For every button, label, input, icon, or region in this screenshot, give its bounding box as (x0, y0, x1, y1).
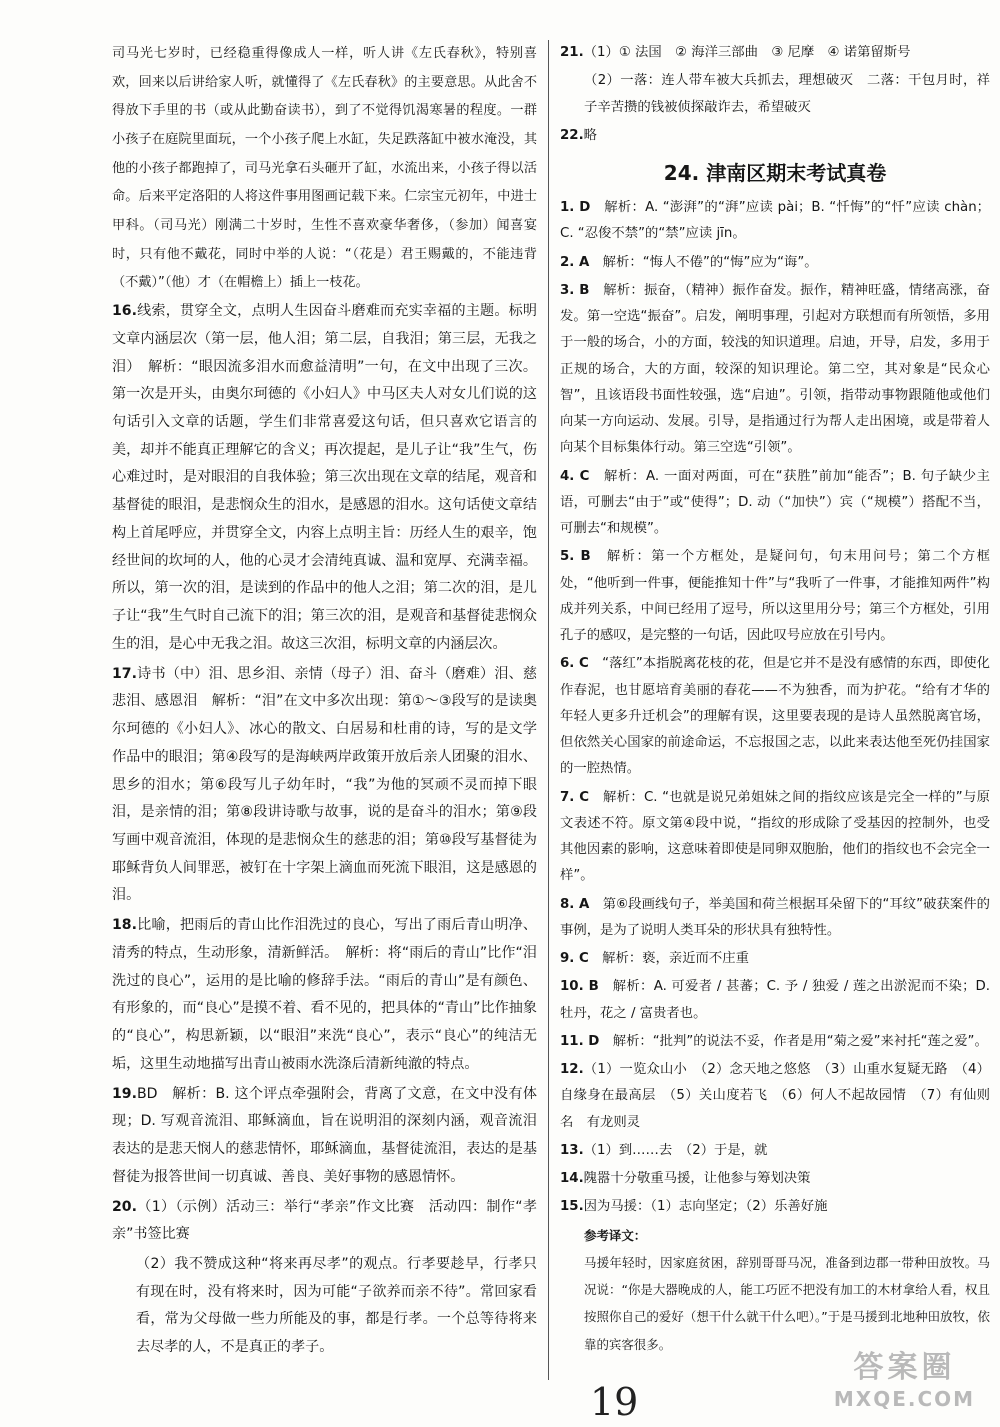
question-number: 1. D (560, 200, 591, 215)
translation-continuation: 司马光七岁时，已经稳重得像成人一样，听人讲《左氏春秋》，特别喜欢，回来以后讲给家人听，就懂得了《左氏春秋》的主要意思。从此舍不得放下手里的书（或从此勤奋读书），到了不觉得饥渴寒暑的程度。一群小孩子在庭院里面玩，一个小孩子爬上水缸，失足跌落缸中被水淹没，其他的小孩子都跑掉了，司马光拿石头砸开了缸，水流出来，小孩子得以活命。后来平定洛阳的人将这件事用图画记载下来。仁宗宝元初年，中进士甲科。（司马光）刚满二十岁时，生性不喜欢豪华奢侈，（参加）闻喜宴时，只有他不戴花，同时中举的人说：“（花是）君王赐戴的，不能违背（不戴）”（他）才（在帽檐上）插上一枝花。 (112, 46, 537, 291)
answer-text: 解析：A. 可爱者 / 甚蕃；C. 予 / 独爱 / 莲之出淤泥而不染；D. 牡丹，花之 / 富贵者也。 (560, 979, 990, 1021)
column-divider (548, 40, 549, 1380)
question-number: 21. (560, 45, 584, 60)
left-answer-item (112, 1251, 537, 1362)
question-number: 13. (560, 1142, 584, 1158)
section-title: 24. 津南区期末考试真卷 (663, 161, 887, 185)
question-number: 7. C (560, 789, 590, 805)
answer-text: 解析：C. “也就是说兄弟姐妹之间的指纹应该是完全一样的”与原文表述不符。原文第④段中说，“指纹的形成除了受基因的控制外，也受其他因素的影响，这意味着即使是同卵双胞胎，他们的指纹也不会完全一样”。 (560, 789, 990, 884)
answer-text: “落红”本指脱离花枝的花，但是它并不是没有感情的东西，即使化作春泥，也甘愿培育美丽的春花——不为独香，而为护花。“给有才华的年轻人更多升迁机会”的理解有误，这里要表现的是诗人虽然脱离官场，但依然关心国家的前途命运，不忘报国之志，以此来表达他至死仍挂国家的一腔热情。 (560, 656, 991, 777)
reference-translation-title: 参考译文： (584, 1227, 647, 1243)
answer-text: 比喻，把雨后的青山比作泪洗过的良心，写出了雨后青山明净、清秀的特点，生动形象，清新鲜活。 解析：将“雨后的青山”比作“泪洗过的良心”，运用的是比喻的修辞手法。“雨后的青山”是有颜色、有形象的，而“良心”是摸不着、看不见的，把具体的“青山”比作抽象的“良心”，构思新颖，以“眼泪”来洗“良心”，表示“良心”的纯洁无垢，这里生动地描写出青山被雨水洗涤后清新纯澈的特点。 (112, 917, 537, 1072)
right-answer-item (560, 651, 990, 782)
answer-text: 隗嚣十分敬重马援，让他参与筹划决策 (583, 1171, 811, 1186)
watermark-logo (817, 1349, 992, 1419)
left-answer-item (112, 661, 537, 911)
answer-text: 解析：第一个方框处，是疑问句，句末用问号；第二个方框处，“他听到一件事，便能推知十件”与“我听了一件事，才能推知两件”构成并列关系，中间已经用了逗号，所以这里用分号；第三个方框处，引用孔子的感叹，是完整的一句话，因此叹号应放在引号内。 (560, 549, 990, 643)
answer-text: 解析：“批判”的说法不妥，作者是用“菊之爱”来衬托“莲之爱”。 (599, 1033, 988, 1049)
watermark-text-top: 答案圈 (853, 1350, 956, 1385)
left-answer-item (112, 298, 537, 659)
right-answer-top-item (560, 68, 990, 121)
question-number: 12. (560, 1062, 584, 1077)
answer-text: 解析：A. “澎湃”的“湃”应读 pài；B. “忏悔”的“忏”应读 chàn；C. “忍俊不禁”的“禁”应读 jīn。 (560, 200, 991, 242)
right-answer-item (560, 1166, 990, 1192)
right-answer-item (560, 1029, 990, 1055)
answer-text: 略 (583, 127, 597, 143)
answer-text: 解析：A. 一面对两面，可在“获胜”前加“能否”；B. 句子缺少主语，可删去“由于”或“使得”；D. 动（“加快”）宾（“规模”）搭配不当，可删去“和规模”。 (560, 468, 991, 536)
answer-text: 解析：振奋，（精神）振作奋发。振作，精神旺盛，情绪高涨，奋发。第一空选“振奋”。启发，阐明事理，引起对方联想而有所领悟，多用于一般的场合，小的方面，较浅的知识道理。启迪，开导，启发，多用于正规的场合，大的方面，较深的知识理论。第二空，其对象是“民众心智”，且该语段书面性较强，选“启迪”。引领，指带动事物跟随他或他们向某一方向运动、发展。引导，是指通过行为帮人走出困境，或是带着人向某个目标集体行动。第三空选“引领”。 (560, 282, 991, 456)
left-answer-list (112, 298, 537, 1362)
question-number: 22. (560, 127, 584, 143)
right-answer-item (560, 1194, 990, 1220)
answer-text: （2）我不赞成这种“将来再尽孝”的观点。行孝要趁早，行孝只有现在时，没有将来时，因为可能“子欲养而亲不待”。常回家看看，常为父母做一些力所能及的事，都是行孝。一个总等待将来去尽孝的人，不是真正的孝子。 (136, 1256, 537, 1356)
right-answer-item (560, 1138, 990, 1164)
right-answer-top-item (560, 123, 990, 149)
reference-translation-text: 马援年轻时，因家庭贫困，辞别哥哥马况，准备到边郡一带种田放牧。马况说：“你是大器晚成的人，能工巧匠不把没有加工的木材拿给人看，权且按照你自己的爱好（想干什么就干什么吧）。”于是马援到北地种田放牧，依靠的宾客很多。 (584, 1255, 990, 1352)
right-answer-item (560, 464, 990, 543)
question-number: 3. B (560, 282, 590, 298)
watermark-text-bottom: MXQE.COM (833, 1387, 976, 1411)
right-answer-item (560, 278, 990, 462)
right-column (560, 40, 990, 1358)
answer-text: （1）（示例）活动三：举行“孝亲”作文比赛 活动四：制作“孝亲”书签比赛 (112, 1198, 537, 1243)
question-number: 18. (112, 917, 137, 934)
right-answer-list-top (560, 40, 990, 149)
answer-text: （1）到……去 （2）于是，就 (583, 1142, 768, 1158)
question-number: 11. D (560, 1033, 600, 1049)
left-answer-item (112, 1194, 537, 1249)
right-answer-item (560, 1057, 990, 1136)
page-number: 19 (590, 1380, 639, 1424)
right-answer-item (560, 250, 990, 276)
right-answer-item (560, 785, 990, 890)
left-column (112, 40, 537, 1364)
answer-text: 第⑥段画线句子，举美国和荷兰根据耳朵留下的“耳纹”破获案件的事例，是为了说明人类耳朵的形状具有独特性。 (560, 896, 991, 938)
question-number: 9. C (560, 951, 589, 966)
answer-text: （1）① 法国 ② 海洋三部曲 ③ 尼摩 ④ 诺第留斯号 (583, 45, 911, 60)
question-number: 5. B (560, 549, 591, 565)
left-answer-item (112, 1081, 537, 1192)
question-number: 8. A (560, 896, 590, 912)
answer-text: 诗书（中）泪、思乡泪、亲情（母子）泪、奋斗（磨难）泪、慈悲泪、感恩泪 解析：“泪”在文中多次出现：第①～③段写的是读奥尔珂德的《小妇人》、冰心的散文、白居易和杜甫的诗，写的是文学作品中的眼泪；第④段写的是海峡两岸政策开放后亲人团聚的泪水、思乡的泪水；第⑥段写儿子幼年时，“我”为他的冥顽不灵而掉下眼泪，是亲情的泪；第⑧段讲诗歌与故事，说的是奋斗的泪水；第⑨段写画中观音流泪，体现的是悲悯众生的慈悲的泪；第⑩段写基督徒为耶稣背负人间罪恶，被钉在十字架上滴血而死流下眼泪，这是感恩的泪。 (112, 665, 537, 904)
right-answer-top-item (560, 40, 990, 66)
right-answer-item (560, 544, 990, 649)
question-number: 19. (112, 1085, 137, 1102)
answer-text: BD 解析：B. 这个评点牵强附会，背离了文意，在文中没有体现；D. 写观音流泪、耶稣滴血，旨在说明泪的深刻内涵，观音流泪表达的是悲天悯人的慈悲情怀，耶稣滴血，基督徒流泪，表达的是基督徒为报答世间一切真诚、善良、美好事物的感恩情怀。 (112, 1085, 537, 1185)
question-number: 20. (112, 1198, 137, 1215)
answer-text: 解析：“悔人不倦”的“悔”应为“诲”。 (589, 254, 818, 270)
question-number: 2. A (560, 254, 590, 270)
question-number: 14. (560, 1171, 584, 1186)
left-answer-item (112, 912, 537, 1078)
answer-text: 解析：亵，亲近而不庄重 (588, 951, 749, 966)
question-number: 15. (560, 1199, 584, 1215)
right-answer-item (560, 892, 990, 945)
answer-text: （2）一落：连人带车被大兵抓去，理想破灭 二落：干包月时，祥子辛苦攒的钱被侦探敲诈去，希望破灭 (584, 73, 990, 115)
question-number: 4. C (560, 468, 590, 484)
right-answer-list (560, 195, 990, 1221)
question-number: 17. (112, 665, 137, 682)
answer-text: 因为马援：（1）志向坚定；（2）乐善好施 (583, 1199, 828, 1215)
question-number: 16. (112, 303, 137, 320)
right-answer-item (560, 974, 990, 1027)
question-number: 6. C (560, 656, 589, 672)
question-number: 10. B (560, 979, 599, 995)
answer-text: （1）一览众山小 （2）念天地之悠悠 （3）山重水复疑无路 （4）自缘身在最高层 （5）关山度若飞 （6）何人不起故园情 （7）有仙则名 有龙则灵 (560, 1062, 990, 1130)
right-answer-item (560, 195, 990, 248)
answer-text: 线索，贯穿全文，点明人生因奋斗磨难而充实幸福的主题。标明文章内涵层次（第一层，他人泪；第二层，自我泪；第三层，无我之泪） 解析：“眼因流多泪水而愈益清明”一句，在文中出现了三次。第一次是开头，由奥尔珂德的《小妇人》中马区夫人对女儿们说的这句话引入文章的话题，学生们非常喜爱这句话，但只喜欢它语言的美，却并不能真正理解它的含义；再次提起，是儿子让“我”生气，伤心难过时，是对眼泪的自我体验；第三次出现在文章的结尾，观音和基督徒的眼泪，是悲悯众生的泪水，是感恩的泪水。这句话使文章结构上首尾呼应，并贯穿全文，内容上点明主旨：历经人生的艰辛，饱经世间的坎坷的人，他的心灵才会清纯真诚、温和宽厚、充满幸福。所以，第一次的泪，是读到的作品中的他人之泪；第二次的泪，是儿子让“我”生气时自己流下的泪；第三次的泪，是观音和基督徒悲悯众生的泪，是心中无我之泪。故这三次泪，标明文章的内涵层次。 (112, 303, 537, 652)
right-answer-item (560, 946, 990, 972)
